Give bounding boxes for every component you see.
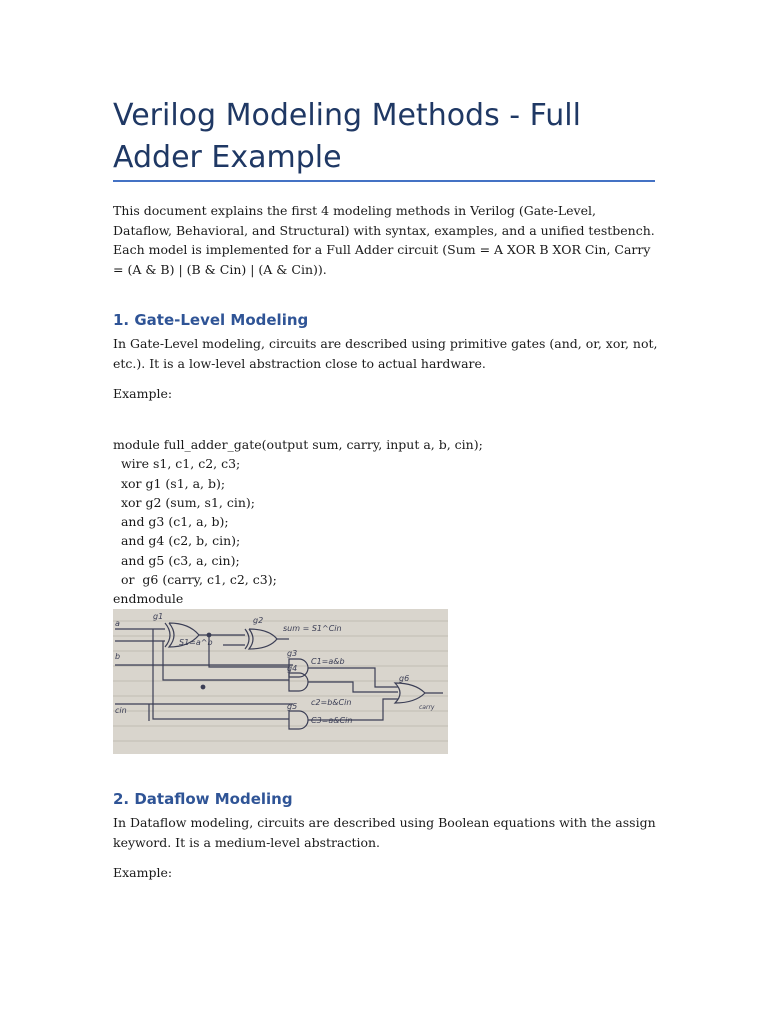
code-line: endmodule [113, 591, 184, 607]
page-title: Verilog Modeling Methods - Full Adder Example [113, 98, 581, 175]
gate-level-description: In Gate-Level modeling, circuits are described using primitive gates (and, or, xor, not, etc.). It is a low-level abstraction close to actual hardware. [113, 336, 658, 371]
code-line: and g4 (c2, b, cin); [113, 533, 241, 549]
code-line: xor g1 (s1, a, b); [113, 475, 226, 491]
title-underline [113, 180, 655, 182]
gate-level-example-label: Example: [113, 386, 173, 401]
code-line: xor g2 (sum, s1, cin); [113, 494, 255, 510]
sketch-label-s1: S1=a^b [179, 638, 213, 647]
sketch-label-a: a [115, 619, 120, 628]
sketch-label-carry: carry [419, 704, 435, 711]
sketch-label-cin: cin [115, 706, 127, 715]
hand-drawn-circuit-photo [113, 609, 448, 754]
sketch-label-g1: g1 [153, 612, 164, 621]
sketch-label-sum: sum = S1^Cin [283, 624, 342, 633]
dataflow-description: In Dataflow modeling, circuits are described using Boolean equations with the assign keyword. It is a medium-level abstraction. [113, 815, 656, 850]
intro-paragraph: This document explains the first 4 modeling methods in Verilog (Gate-Level, Dataflow, Behavioral, and Structural) with syntax, examples, and a unified testbench. Each model is implemented for a Full Adder circuit (Sum = A XOR B XOR Cin, Carry = (A & B) | (B & Cin) | (A & Cin)). [113, 203, 655, 277]
section-heading-dataflow: 2. Dataflow Modeling [113, 790, 293, 808]
section-heading-gate-level: 1. Gate-Level Modeling [113, 311, 309, 329]
sketch-label-c1: C1=a&b [311, 657, 345, 666]
code-line: or g6 (carry, c1, c2, c3); [113, 572, 277, 588]
sketch-label-c3: C3=a&Cin [311, 716, 353, 725]
gate-level-code-block [113, 435, 483, 609]
circuit-sketch [113, 609, 448, 754]
sketch-label-g5: g5 [287, 702, 298, 711]
sketch-label-c2: c2=b&Cin [311, 698, 352, 707]
sketch-label-g4: g4 [287, 664, 298, 673]
sketch-label-g2: g2 [253, 616, 264, 625]
sketch-label-b: b [115, 652, 121, 661]
code-line: wire s1, c1, c2, c3; [113, 456, 241, 472]
code-line: module full_adder_gate(output sum, carry, input a, b, cin); [113, 437, 483, 452]
code-line: and g5 (c3, a, cin); [113, 552, 240, 568]
sketch-label-g3: g3 [287, 649, 298, 658]
sketch-label-g6: g6 [399, 674, 410, 683]
code-line: and g3 (c1, a, b); [113, 514, 229, 530]
dataflow-example-label: Example: [113, 865, 173, 880]
